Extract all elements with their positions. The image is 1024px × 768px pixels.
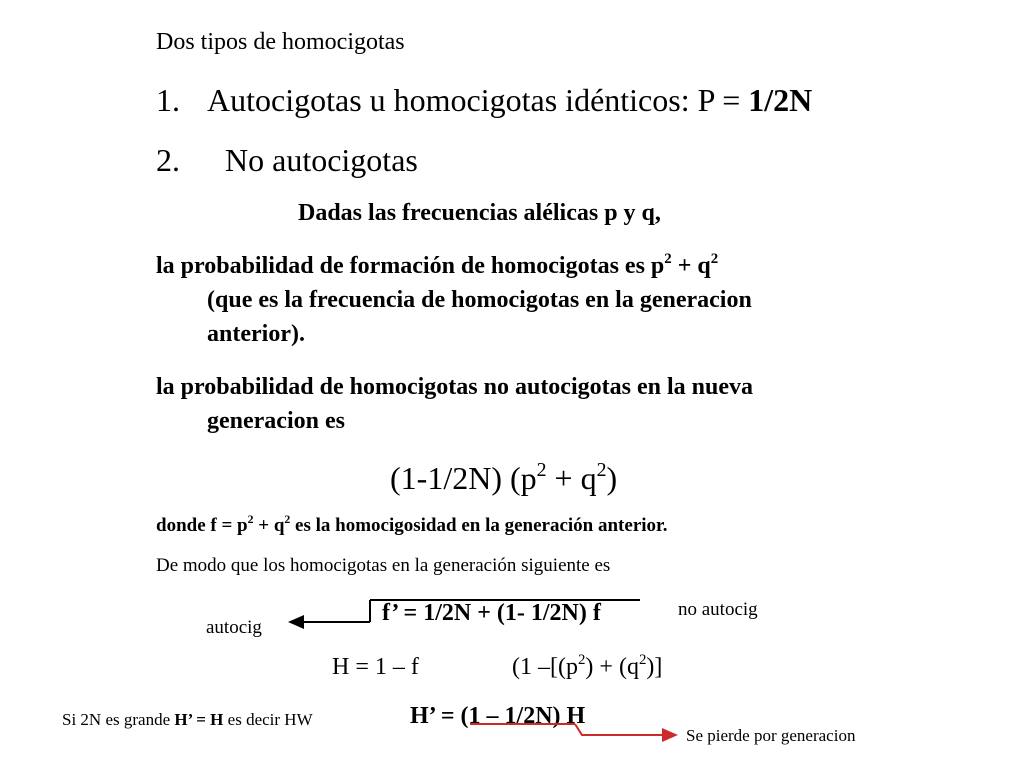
- centered-heading: Dadas las frecuencias alélicas p y q,: [298, 200, 661, 226]
- h-equation: H = 1 – f: [332, 654, 419, 680]
- list-number-2: 2.: [156, 142, 180, 178]
- h-expr-a: (1 –[(p: [512, 654, 578, 680]
- red-arrow: [470, 724, 664, 735]
- intro-text: Dos tipos de homocigotas: [156, 29, 405, 55]
- si-2n-c: es decir HW: [223, 710, 313, 729]
- formula-big-sup1: 2: [536, 459, 547, 482]
- para1-plus: + q: [671, 253, 711, 279]
- para1-line3: anterior).: [207, 321, 305, 347]
- donde-sup2: 2: [284, 513, 291, 527]
- formula-big-b: + q: [546, 460, 597, 496]
- para1-line2: (que es la frecuencia de homocigotas en la generacion: [207, 287, 752, 313]
- para1-sup2: 2: [710, 251, 719, 268]
- h-expr-c: )]: [646, 654, 663, 680]
- h-expr-b: ) + (q: [585, 654, 639, 680]
- si-2n-a: Si 2N es grande: [62, 710, 175, 729]
- formula-big-a: (1-1/2N) (p: [390, 460, 537, 496]
- se-pierde-label: Se pierde por generacion: [686, 726, 856, 745]
- label-no-autocig: no autocig: [678, 599, 758, 620]
- si-2n-bold: H’ = H: [174, 710, 224, 729]
- para1-sup1: 2: [664, 251, 672, 268]
- left-arrowhead-icon: [288, 615, 304, 629]
- para1-text: la probabilidad de formación de homocigotas es p: [156, 253, 665, 279]
- de-modo-line: De modo que los homocigotas en la generación siguiente es: [156, 555, 611, 576]
- red-arrow-shaft: [575, 724, 664, 735]
- label-autocig: autocig: [206, 617, 262, 638]
- list-item-1-text: Autocigotas u homocigotas idénticos: P =: [207, 82, 749, 118]
- donde-b: + q: [253, 515, 285, 536]
- list-item-2: No autocigotas: [225, 142, 418, 178]
- list-item-1-bold: 1/2N: [748, 82, 813, 118]
- donde-sup1: 2: [247, 513, 254, 527]
- right-arrowhead-icon: [662, 728, 678, 742]
- f-prime-formula: f’ = 1/2N + (1- 1/2N) f: [382, 600, 601, 626]
- para2-line2: generacion es: [207, 408, 345, 434]
- formula-big-sup2: 2: [596, 459, 607, 482]
- h-expr-sup1: 2: [577, 652, 586, 669]
- h-prime-formula: H’ = (1 – 1/2N) H: [410, 703, 586, 729]
- para2-line1: la probabilidad de homocigotas no autocigotas en la nueva: [156, 374, 753, 400]
- formula-big-c: ): [606, 460, 618, 496]
- list-number-1: 1.: [156, 82, 180, 118]
- donde-a: donde f = p: [156, 515, 248, 536]
- donde-c: es la homocigosidad en la generación anterior.: [290, 515, 668, 536]
- black-arrow: [300, 600, 640, 622]
- h-expr-sup2: 2: [638, 652, 647, 669]
